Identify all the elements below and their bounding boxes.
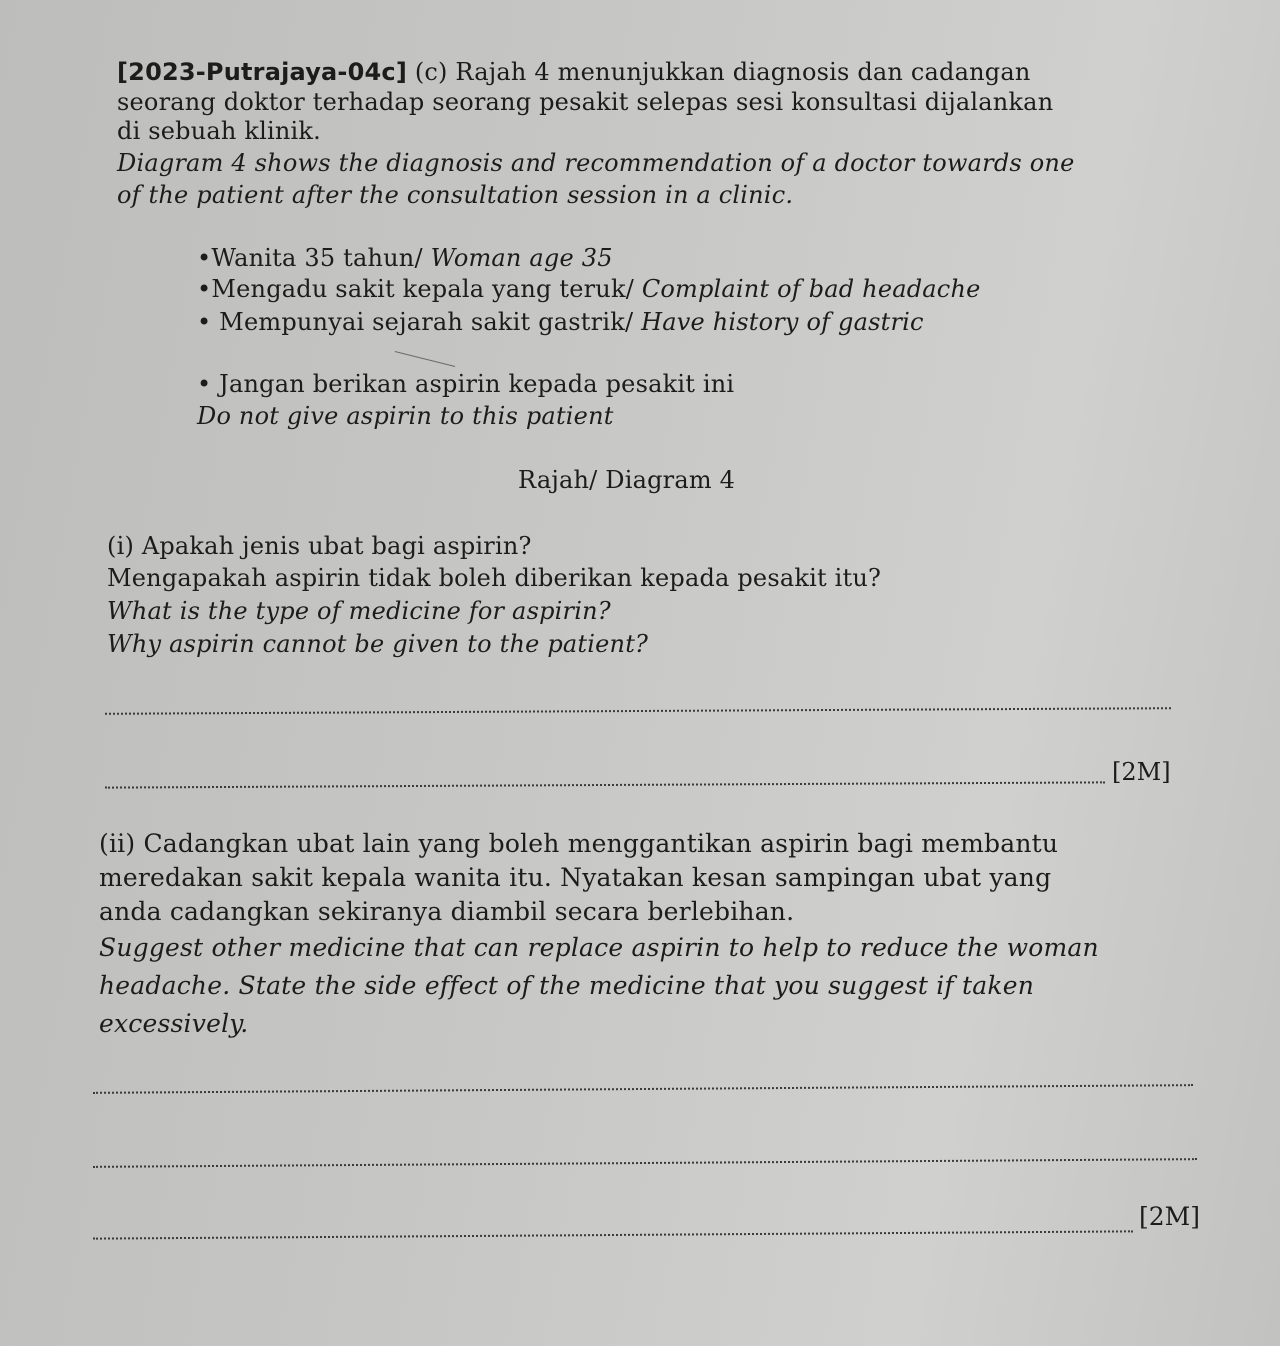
part-ii-english-3: excessively. <box>99 1009 249 1038</box>
part-ii-malay-1: (ii) Cadangkan ubat lain yang boleh menggantikan aspirin bagi membantu <box>99 829 1059 858</box>
diagram-bullet-2-malay: •Mengadu sakit kepala yang teruk/ <box>197 275 642 303</box>
diagram-bullet-4-malay: • Jangan berikan aspirin kepada pesakit ini <box>197 370 735 398</box>
question-intro-english-2: of the patient after the consultation session in a clinic. <box>117 181 794 209</box>
part-ii-answer-line-2 <box>93 1158 1197 1168</box>
part-ii-answer-line-1 <box>93 1084 1193 1094</box>
part-ii-english-1: Suggest other medicine that can replace aspirin to help to reduce the woman <box>99 933 1099 962</box>
part-i-english-1: What is the type of medicine for aspirin? <box>107 597 611 625</box>
part-ii-answer-line-3 <box>93 1230 1133 1239</box>
part-ii-marks: [2M] <box>1139 1202 1201 1231</box>
diagram-bullet-1-malay: •Wanita 35 tahun/ <box>197 244 431 272</box>
diagram-bullet-1-english: Woman age 35 <box>430 244 613 272</box>
question-tag: [2023-Putrajaya-04c] <box>117 58 407 86</box>
part-ii-malay-3: anda cadangkan sekiranya diambil secara berlebihan. <box>99 897 795 926</box>
diagram-bullet-1 <box>197 242 613 274</box>
question-intro-malay-1: (c) Rajah 4 menunjukkan diagnosis dan cadangan <box>406 58 1031 86</box>
diagram-bullet-2-english: Complaint of bad headache <box>641 275 981 303</box>
diagram-bullet-3 <box>197 306 924 338</box>
part-i-malay-2: Mengapakah aspirin tidak boleh diberikan kepada pesakit itu? <box>107 564 882 592</box>
question-intro-malay-2: seorang doktor terhadap seorang pesakit selepas sesi konsultasi dijalankan <box>117 88 1054 116</box>
diagram-bullet-3-english: Have history of gastric <box>641 308 924 336</box>
part-i-answer-line-1 <box>105 707 1171 715</box>
diagram-bullet-3-malay: • Mempunyai sejarah sakit gastrik/ <box>197 308 642 336</box>
diagram-bullet-4-english: Do not give aspirin to this patient <box>197 402 614 430</box>
part-i-marks: [2M] <box>1112 758 1171 786</box>
diagram-bullet-2 <box>197 273 981 305</box>
part-i-english-2: Why aspirin cannot be given to the patient? <box>107 630 649 658</box>
part-i-malay-1: (i) Apakah jenis ubat bagi aspirin? <box>107 532 532 560</box>
question-intro-english-1: Diagram 4 shows the diagnosis and recommendation of a doctor towards one <box>117 149 1075 177</box>
question-intro-malay-3: di sebuah klinik. <box>117 117 322 145</box>
part-i-answer-line-2 <box>105 781 1105 788</box>
pencil-stroke-mark <box>395 351 455 367</box>
part-ii-malay-2: meredakan sakit kepala wanita itu. Nyatakan kesan sampingan ubat yang <box>99 863 1052 892</box>
part-ii-english-2: headache. State the side effect of the medicine that you suggest if taken <box>99 971 1035 1000</box>
question-header-line-1 <box>117 56 1031 88</box>
diagram-caption: Rajah/ Diagram 4 <box>518 466 736 494</box>
